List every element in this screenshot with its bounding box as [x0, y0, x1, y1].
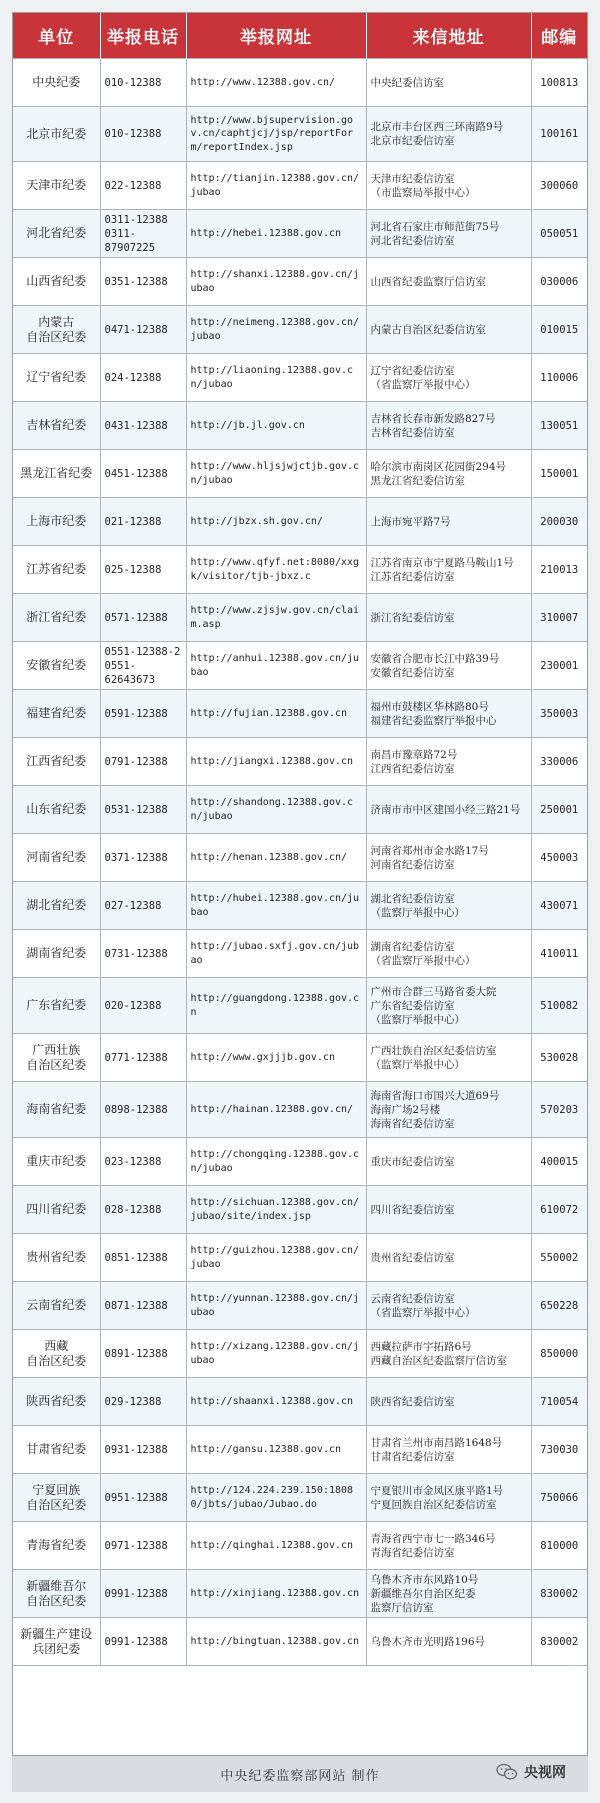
cell-url[interactable]: http://hebei.12388.gov.cn [186, 210, 366, 258]
source-badge [496, 1762, 566, 1782]
cell-phone: 024-12388 [100, 354, 186, 402]
cell-url[interactable]: http://www.hljsjwjctjb.gov.cn/jubao [186, 450, 366, 498]
cell-phone: 022-12388 [100, 162, 186, 210]
cell-unit: 湖南省纪委 [13, 930, 100, 978]
table-row [13, 306, 587, 354]
cell-zip: 100161 [531, 107, 587, 162]
cell-address: 安徽省合肥市长江中路39号 安徽省纪委信访室 [366, 642, 531, 690]
table-row [13, 1282, 587, 1330]
table-row [13, 1474, 587, 1522]
cell-url[interactable]: http://tianjin.12388.gov.cn/jubao [186, 162, 366, 210]
cell-zip: 330006 [531, 738, 587, 786]
cell-url[interactable]: http://fujian.12388.gov.cn [186, 690, 366, 738]
cell-zip: 830002 [531, 1570, 587, 1618]
table-row [13, 1378, 587, 1426]
table-row [13, 546, 587, 594]
table-row [13, 1570, 587, 1618]
cell-zip: 210013 [531, 546, 587, 594]
table-row [13, 738, 587, 786]
cell-zip: 710054 [531, 1378, 587, 1426]
cell-url[interactable]: http://jiangxi.12388.gov.cn [186, 738, 366, 786]
cell-unit: 内蒙古 自治区纪委 [13, 306, 100, 354]
cell-address: 陕西省纪委信访室 [366, 1378, 531, 1426]
cell-url[interactable]: http://xinjiang.12388.gov.cn [186, 1570, 366, 1618]
cell-phone: 0898-12388 [100, 1082, 186, 1138]
cell-url[interactable]: http://www.bjsupervision.gov.cn/caphtjcj/jsp/reportForm/reportIndex.jsp [186, 107, 366, 162]
cell-phone: 029-12388 [100, 1378, 186, 1426]
cell-unit: 甘肃省纪委 [13, 1426, 100, 1474]
cell-zip: 570203 [531, 1082, 587, 1138]
cell-zip: 200030 [531, 498, 587, 546]
table-row [13, 1330, 587, 1378]
header-zip: 邮编 [531, 13, 587, 59]
cell-unit: 云南省纪委 [13, 1282, 100, 1330]
cell-url[interactable]: http://yunnan.12388.gov.cn/jubao [186, 1282, 366, 1330]
cell-phone: 0371-12388 [100, 834, 186, 882]
cell-address: 重庆市纪委信访室 [366, 1138, 531, 1186]
cell-zip: 410011 [531, 930, 587, 978]
cell-zip: 750066 [531, 1474, 587, 1522]
table-row [13, 1522, 587, 1570]
cell-url[interactable]: http://www.zjsjw.gov.cn/claim.asp [186, 594, 366, 642]
cell-zip: 030006 [531, 258, 587, 306]
table-row [13, 594, 587, 642]
cell-unit: 上海市纪委 [13, 498, 100, 546]
cell-unit: 辽宁省纪委 [13, 354, 100, 402]
cell-url[interactable]: http://henan.12388.gov.cn/ [186, 834, 366, 882]
cell-address: 辽宁省纪委信访室 （省监察厅举报中心） [366, 354, 531, 402]
table-row [13, 978, 587, 1034]
table-row [13, 402, 587, 450]
cell-phone: 023-12388 [100, 1138, 186, 1186]
footer-credit: 中央纪委监察部网站 制作 [220, 1769, 380, 1784]
table-row [13, 162, 587, 210]
table-row [13, 450, 587, 498]
table-row [13, 1082, 587, 1138]
table-row [13, 1426, 587, 1474]
cell-phone: 0971-12388 [100, 1522, 186, 1570]
cell-unit: 浙江省纪委 [13, 594, 100, 642]
cell-phone: 0891-12388 [100, 1330, 186, 1378]
cell-address: 四川省纪委信访室 [366, 1186, 531, 1234]
cell-url[interactable]: http://www.12388.gov.cn/ [186, 59, 366, 107]
cell-url[interactable]: http://124.224.239.150:18080/jbts/jubao/Jubao.do [186, 1474, 366, 1522]
cell-address: 广西壮族自治区纪委信访室 （监察厅举报中心） [366, 1034, 531, 1082]
cell-unit: 福建省纪委 [13, 690, 100, 738]
cell-address: 青海省西宁市七一路346号 青海省纪委信访室 [366, 1522, 531, 1570]
cell-unit: 宁夏回族 自治区纪委 [13, 1474, 100, 1522]
cell-zip: 230001 [531, 642, 587, 690]
cell-zip: 530028 [531, 1034, 587, 1082]
cell-phone: 0571-12388 [100, 594, 186, 642]
cell-address: 北京市丰台区西三环南路9号 北京市纪委信访室 [366, 107, 531, 162]
cell-unit: 江苏省纪委 [13, 546, 100, 594]
badge-label: 央视网 [524, 1765, 566, 1781]
cell-address: 浙江省纪委信访室 [366, 594, 531, 642]
cell-unit: 山东省纪委 [13, 786, 100, 834]
table-row [13, 834, 587, 882]
cell-url[interactable]: http://jbzx.sh.gov.cn/ [186, 498, 366, 546]
cell-phone: 0551-12388-2 0551-62643673 [100, 642, 186, 690]
cell-phone: 028-12388 [100, 1186, 186, 1234]
cell-phone: 027-12388 [100, 882, 186, 930]
cell-address: 天津市纪委信访室 （市监察局举报中心） [366, 162, 531, 210]
cell-address: 广州市合群三马路省委大院 广东省纪委信访室 （监察厅举报中心） [366, 978, 531, 1034]
cell-unit: 中央纪委 [13, 59, 100, 107]
table-row [13, 690, 587, 738]
wechat-icon [496, 1763, 518, 1781]
cell-phone: 025-12388 [100, 546, 186, 594]
table-row [13, 1034, 587, 1082]
cell-zip: 550002 [531, 1234, 587, 1282]
cell-address: 乌鲁木齐市东风路10号 新疆维吾尔自治区纪委 监察厅信访室 [366, 1570, 531, 1618]
cell-url[interactable]: http://jb.jl.gov.cn [186, 402, 366, 450]
cell-url[interactable]: http://hainan.12388.gov.cn/ [186, 1082, 366, 1138]
cell-unit: 西藏 自治区纪委 [13, 1330, 100, 1378]
cell-phone: 0871-12388 [100, 1282, 186, 1330]
cell-address: 乌鲁木齐市光明路196号 [366, 1618, 531, 1666]
cell-url[interactable]: http://qinghai.12388.gov.cn [186, 1522, 366, 1570]
cell-url[interactable]: http://hubei.12388.gov.cn/jubao [186, 882, 366, 930]
cell-phone: 0951-12388 [100, 1474, 186, 1522]
cell-address: 海南省海口市国兴大道69号 海南广场2号楼 海南省纪委信访室 [366, 1082, 531, 1138]
cell-zip: 610072 [531, 1186, 587, 1234]
cell-address: 福州市鼓楼区华林路80号 福建省纪委监察厅举报中心 [366, 690, 531, 738]
cell-unit: 湖北省纪委 [13, 882, 100, 930]
cell-zip: 400015 [531, 1138, 587, 1186]
table-header [13, 13, 587, 59]
cell-address: 上海市宛平路7号 [366, 498, 531, 546]
table-row [13, 107, 587, 162]
cell-address: 南昌市豫章路72号 江西省纪委信访室 [366, 738, 531, 786]
cell-unit: 四川省纪委 [13, 1186, 100, 1234]
cell-url[interactable]: http://chongqing.12388.gov.cn/jubao [186, 1138, 366, 1186]
table-row [13, 786, 587, 834]
cell-phone: 0431-12388 [100, 402, 186, 450]
cell-unit: 重庆市纪委 [13, 1138, 100, 1186]
cell-unit: 吉林省纪委 [13, 402, 100, 450]
cell-phone: 0351-12388 [100, 258, 186, 306]
cell-address: 济南市市中区建国小经三路21号 [366, 786, 531, 834]
cell-address: 山西省纪委监察厅信访室 [366, 258, 531, 306]
cell-unit: 海南省纪委 [13, 1082, 100, 1138]
cell-unit: 河南省纪委 [13, 834, 100, 882]
table-row [13, 210, 587, 258]
cell-url[interactable]: http://www.qfyf.net:8080/xxgk/visitor/tjb-jbxz.c [186, 546, 366, 594]
cell-unit: 河北省纪委 [13, 210, 100, 258]
cell-zip: 130051 [531, 402, 587, 450]
cell-unit: 陕西省纪委 [13, 1378, 100, 1426]
cell-url[interactable]: http://jubao.sxfj.gov.cn/jubao [186, 930, 366, 978]
cell-address: 宁夏银川市金凤区康平路1号 宁夏回族自治区纪委信访室 [366, 1474, 531, 1522]
cell-zip: 730030 [531, 1426, 587, 1474]
cell-zip: 450003 [531, 834, 587, 882]
table-row [13, 1618, 587, 1666]
cell-address: 中央纪委信访室 [366, 59, 531, 107]
cell-url[interactable]: http://shanxi.12388.gov.cn/jubao [186, 258, 366, 306]
cell-phone: 0591-12388 [100, 690, 186, 738]
cell-zip: 110006 [531, 354, 587, 402]
table-body [13, 59, 587, 1666]
cell-zip: 650228 [531, 1282, 587, 1330]
report-table-frame [12, 12, 588, 1756]
cell-address: 贵州省纪委信访室 [366, 1234, 531, 1282]
cell-url[interactable]: http://bingtuan.12388.gov.cn [186, 1618, 366, 1666]
footer-bar [12, 1756, 588, 1792]
cell-unit: 北京市纪委 [13, 107, 100, 162]
cell-phone: 0851-12388 [100, 1234, 186, 1282]
cell-unit: 新疆生产建设 兵团纪委 [13, 1618, 100, 1666]
table-row [13, 642, 587, 690]
cell-unit: 新疆维吾尔 自治区纪委 [13, 1570, 100, 1618]
table-row [13, 498, 587, 546]
header-unit: 单位 [13, 13, 100, 59]
cell-unit: 广东省纪委 [13, 978, 100, 1034]
cell-zip: 430071 [531, 882, 587, 930]
table-row [13, 1138, 587, 1186]
header-url: 举报网址 [186, 13, 366, 59]
cell-phone: 0311-12388 0311-87907225 [100, 210, 186, 258]
cell-zip: 150001 [531, 450, 587, 498]
cell-zip: 010015 [531, 306, 587, 354]
table-row [13, 882, 587, 930]
cell-url[interactable]: http://guizhou.12388.gov.cn/jubao [186, 1234, 366, 1282]
cell-unit: 黑龙江省纪委 [13, 450, 100, 498]
cell-phone: 0991-12388 [100, 1570, 186, 1618]
table-row [13, 59, 587, 107]
cell-zip: 050051 [531, 210, 587, 258]
cell-zip: 310007 [531, 594, 587, 642]
cell-phone: 021-12388 [100, 498, 186, 546]
cell-zip: 850000 [531, 1330, 587, 1378]
report-contacts-table [13, 13, 587, 1666]
cell-url[interactable]: http://neimeng.12388.gov.cn/jubao [186, 306, 366, 354]
cell-address: 湖北省纪委信访室 （监察厅举报中心） [366, 882, 531, 930]
cell-unit: 天津市纪委 [13, 162, 100, 210]
cell-address: 河南省郑州市金水路17号 河南省纪委信访室 [366, 834, 531, 882]
cell-phone: 0771-12388 [100, 1034, 186, 1082]
cell-url[interactable]: http://shandong.12388.gov.cn/jubao [186, 786, 366, 834]
cell-address: 哈尔滨市南岗区花园街294号 黑龙江省纪委信访室 [366, 450, 531, 498]
table-row [13, 258, 587, 306]
cell-zip: 250001 [531, 786, 587, 834]
cell-phone: 0531-12388 [100, 786, 186, 834]
cell-url[interactable]: http://anhui.12388.gov.cn/jubao [186, 642, 366, 690]
cell-unit: 青海省纪委 [13, 1522, 100, 1570]
cell-unit: 安徽省纪委 [13, 642, 100, 690]
cell-url[interactable]: http://shaanxi.12388.gov.cn [186, 1378, 366, 1426]
cell-url[interactable]: http://gansu.12388.gov.cn [186, 1426, 366, 1474]
table-row [13, 930, 587, 978]
cell-unit: 贵州省纪委 [13, 1234, 100, 1282]
cell-phone: 0471-12388 [100, 306, 186, 354]
cell-address: 甘肃省兰州市南昌路1648号 甘肃省纪委信访室 [366, 1426, 531, 1474]
cell-zip: 300060 [531, 162, 587, 210]
cell-phone: 0791-12388 [100, 738, 186, 786]
cell-url[interactable]: http://www.gxjjjb.gov.cn [186, 1034, 366, 1082]
header-address: 来信地址 [366, 13, 531, 59]
cell-url[interactable]: http://sichuan.12388.gov.cn/jubao/site/index.jsp [186, 1186, 366, 1234]
cell-url[interactable]: http://guangdong.12388.gov.cn [186, 978, 366, 1034]
cell-phone: 010-12388 [100, 59, 186, 107]
cell-phone: 0731-12388 [100, 930, 186, 978]
cell-address: 江苏省南京市宁夏路马鞍山1号 江苏省纪委信访室 [366, 546, 531, 594]
cell-phone: 0931-12388 [100, 1426, 186, 1474]
cell-phone: 010-12388 [100, 107, 186, 162]
cell-address: 湖南省纪委信访室 （省监察厅举报中心） [366, 930, 531, 978]
cell-address: 西藏拉萨市宇拓路6号 西藏自治区纪委监察厅信访室 [366, 1330, 531, 1378]
cell-address: 云南省纪委信访室 （省监察厅举报中心） [366, 1282, 531, 1330]
cell-address: 吉林省长春市新发路827号 吉林省纪委信访室 [366, 402, 531, 450]
cell-zip: 510082 [531, 978, 587, 1034]
cell-zip: 810000 [531, 1522, 587, 1570]
cell-unit: 江西省纪委 [13, 738, 100, 786]
cell-zip: 100813 [531, 59, 587, 107]
table-row [13, 354, 587, 402]
cell-url[interactable]: http://liaoning.12388.gov.cn/jubao [186, 354, 366, 402]
cell-address: 内蒙古自治区纪委信访室 [366, 306, 531, 354]
cell-phone: 0451-12388 [100, 450, 186, 498]
cell-url[interactable]: http://xizang.12388.gov.cn/jubao [186, 1330, 366, 1378]
cell-address: 河北省石家庄市师范街75号 河北省纪委信访室 [366, 210, 531, 258]
table-row [13, 1186, 587, 1234]
header-phone: 举报电话 [100, 13, 186, 59]
cell-phone: 0991-12388 [100, 1618, 186, 1666]
cell-zip: 830002 [531, 1618, 587, 1666]
table-row [13, 1234, 587, 1282]
cell-unit: 广西壮族 自治区纪委 [13, 1034, 100, 1082]
cell-zip: 350003 [531, 690, 587, 738]
cell-phone: 020-12388 [100, 978, 186, 1034]
cell-unit: 山西省纪委 [13, 258, 100, 306]
